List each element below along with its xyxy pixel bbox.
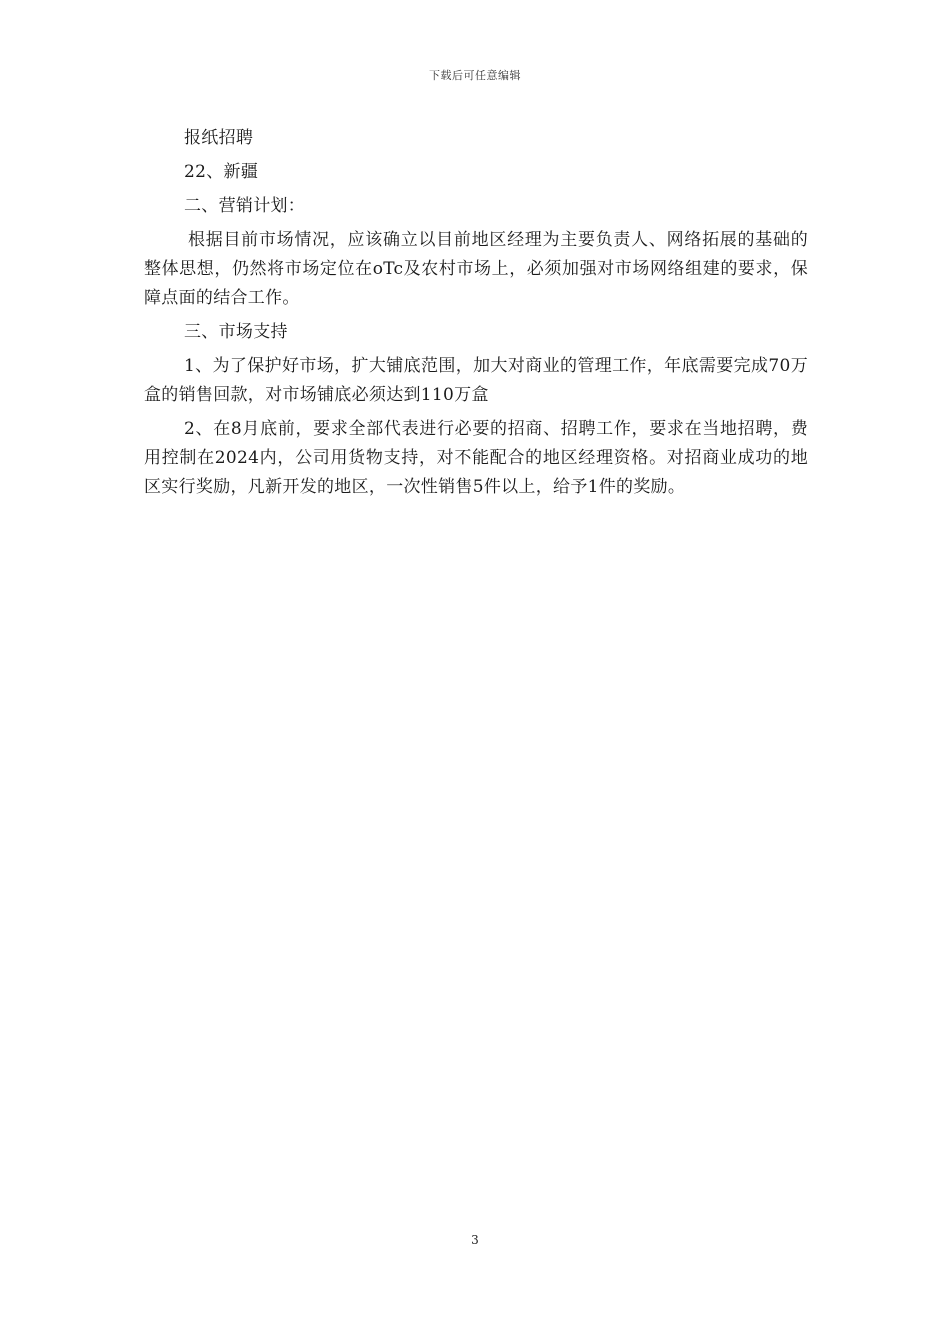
paragraph-newspaper-recruitment: 报纸招聘 bbox=[184, 128, 254, 148]
paragraph-support-item-2: 2、在8月底前，要求全部代表进行必要的招商、招聘工作，要求在当地招聘，费用控制在2024内，公司用货物支持，对不能配合的地区经理资格。对招商业成功的地区实行奖励，凡新开发的地区，一次性销售5件以上，给予1件的奖励。 bbox=[144, 419, 808, 497]
document-body bbox=[144, 124, 808, 502]
page-header: 下载后可任意编辑 bbox=[429, 69, 521, 82]
paragraph-marketing-plan-body: 根据目前市场情况，应该确立以目前地区经理为主要负责人、网络拓展的基础的整体思想，仍然将市场定位在oTc及农村市场上，必须加强对市场网络组建的要求，保障点面的结合工作。 bbox=[144, 230, 808, 308]
paragraph-support-item-1: 1、为了保护好市场，扩大铺底范围，加大对商业的管理工作，年底需要完成70万盒的销售回款，对市场铺底必须达到110万盒 bbox=[144, 356, 808, 405]
page-number: 3 bbox=[471, 1233, 479, 1247]
paragraph-xinjiang: 22、新疆 bbox=[184, 162, 259, 182]
heading-market-support: 三、市场支持 bbox=[184, 322, 288, 342]
heading-marketing-plan: 二、营销计划： bbox=[184, 196, 306, 216]
